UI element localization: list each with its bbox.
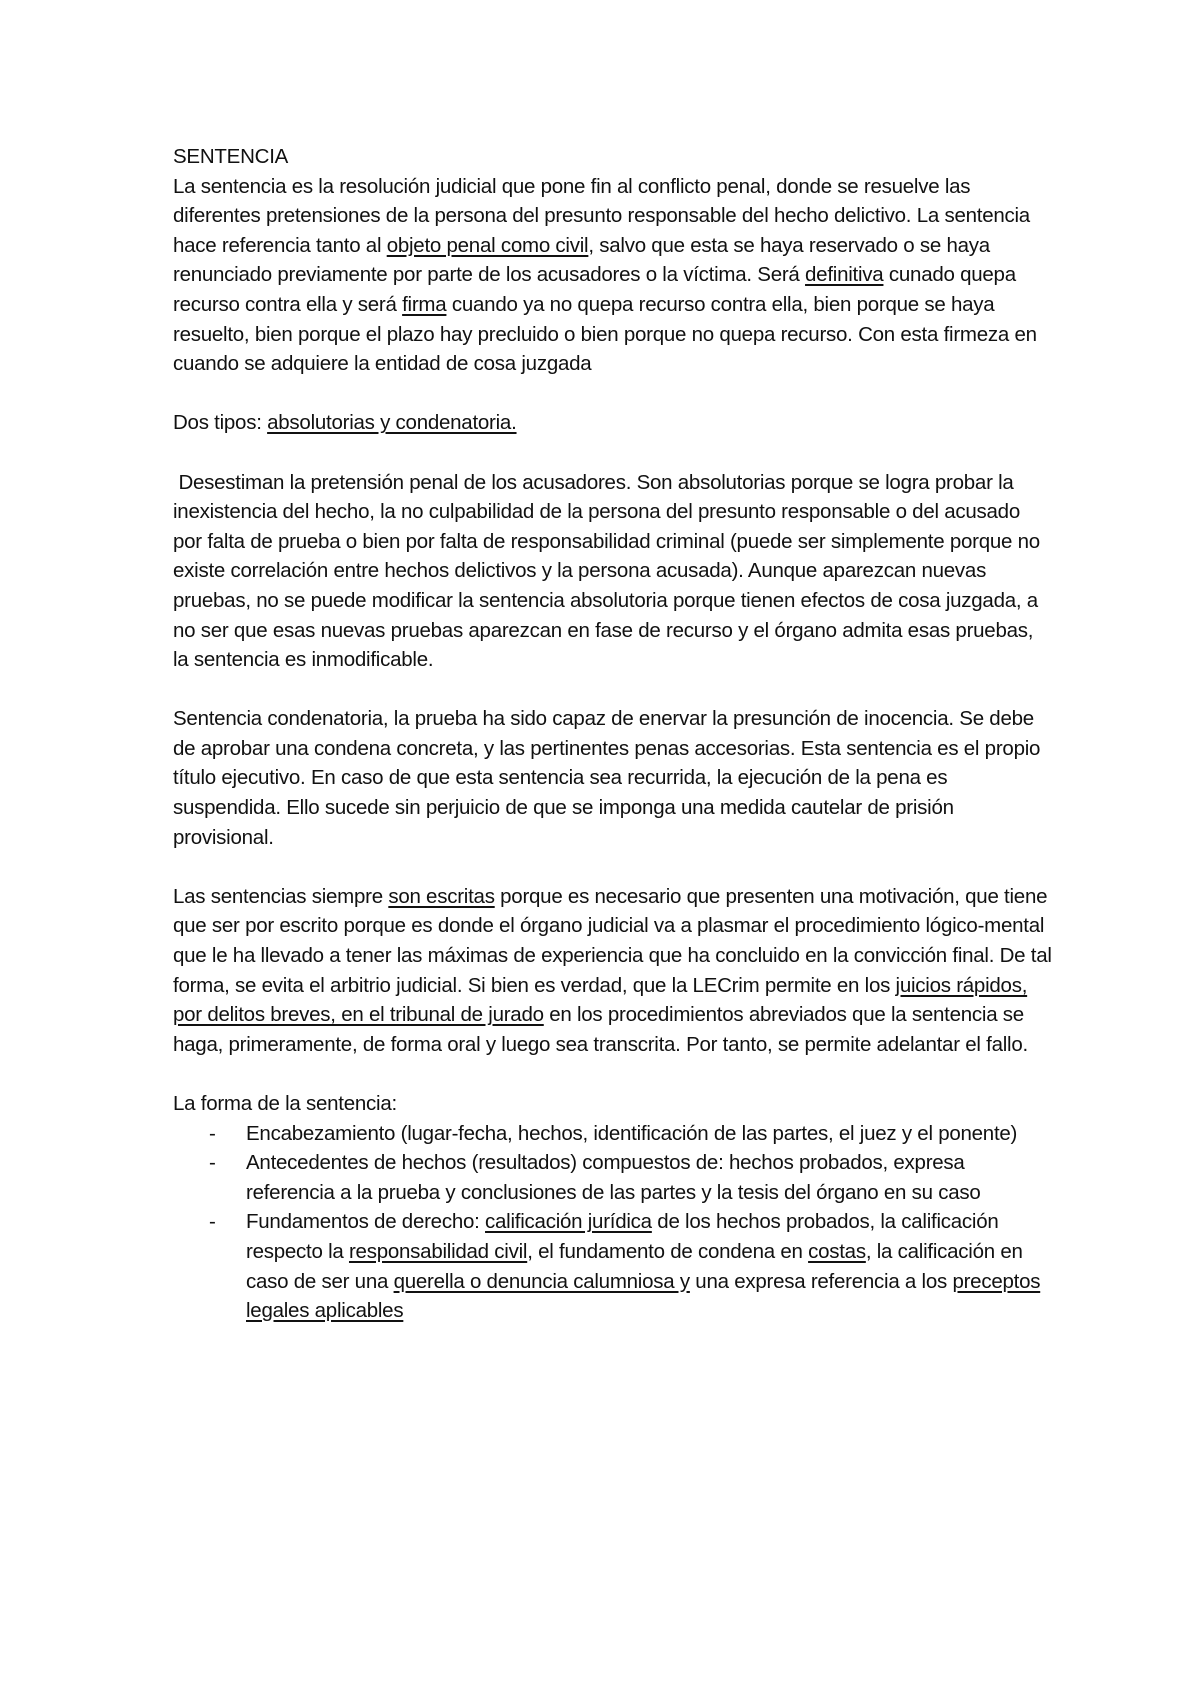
text-run: Fundamentos de derecho: [246,1210,486,1234]
text-run: cuando ya no quepa recurso contra ella, bien porque se haya resuelto, bien porque el plazo hay precluido o bien porque no quepa recurso. Con esta firmeza en cuando se adquiere la entidad de cosa juzgada [173,292,1037,376]
forma-list [173,1119,1053,1326]
text-run: , la calificación en caso de ser una [246,1239,1023,1293]
paragraph-tipos [173,408,1053,438]
underlined-firma: firma [402,292,447,316]
text-run: porque es necesario que presenten una motivación, que tiene que ser por escrito porque es donde el órgano judicial va a plasmar el procedimiento lógico-mental que le ha llevado a tener las máximas de experiencia que ha concluido en la convicción final. De tal forma, se evita el arbitrio judicial. Si bien es verdad, que la LECrim permite en los [173,884,1052,997]
underlined-objeto-penal: objeto penal como civil [386,233,589,257]
text-run: Las sentencias siempre [173,884,389,908]
underlined-tipos: absolutorias y condenatoria. [267,411,517,435]
list-dash: - [209,1210,216,1234]
list-item-antecedentes [173,1148,1053,1207]
underlined-costas: costas [808,1239,866,1263]
text-run: cunado quepa recurso contra ella y será [173,263,1016,316]
underlined-responsabilidad-civil: responsabilidad civil [348,1239,528,1263]
blank-line [173,852,1053,882]
list-item-text [246,1210,1040,1322]
text-run: , el fundamento de condena en [527,1239,809,1263]
text-run: una expresa referencia a los [689,1269,953,1293]
paragraph-escritas [173,882,1053,1060]
list-item-text: Antecedentes de hechos (resultados) compuestos de: hechos probados, expresa referencia a la prueba y conclusiones de las partes y la tesis del órgano en su caso [246,1151,981,1204]
text-run: en los procedimientos abreviados que la sentencia se haga, primeramente, de forma oral y luego sea transcrita. Por tanto, se permite adelantar el fallo. [173,1003,1028,1056]
list-dash: - [209,1121,216,1145]
blank-line [173,438,1053,468]
text-run: de los hechos probados, la calificación respecto la [246,1210,999,1263]
document-body [173,142,1053,1326]
list-item-encabezamiento [173,1119,1053,1149]
blank-line [173,379,1053,409]
paragraph-definicion [173,172,1053,379]
paragraph-condenatoria: Sentencia condenatoria, la prueba ha sido capaz de enervar la presunción de inocencia. Se debe de aprobar una condena concreta, y las pertinentes penas accesorias. Esta sentencia es el propio título ejecutivo. En caso de que esta sentencia sea recurrida, la ejecución de la pena es suspendida. Ello sucede sin perjuicio de que se imponga una medida cautelar de prisión provisional. [173,707,1041,849]
underlined-definitiva: definitiva [805,263,884,287]
underlined-juicios-rapidos: juicios rápidos, por delitos breves, en el tribunal de jurado [173,973,1028,1027]
document-title: SENTENCIA [173,145,289,168]
blank-line [173,675,1053,705]
underlined-son-escritas: son escritas [388,884,495,908]
list-item-fundamentos [173,1207,1053,1325]
tipos-label: Dos tipos: [173,411,268,435]
list-item-text: Encabezamiento (lugar-fecha, hechos, identificación de las partes, el juez y el ponente) [246,1121,1018,1145]
underlined-preceptos: preceptos legales aplicables [246,1269,1041,1323]
text-run: La sentencia es la resolución judicial que pone fin al conflicto penal, donde se resuelve las diferentes pretensiones de la persona del presunto responsable del hecho delictivo. La sentencia hace referencia tanto al [173,174,1030,257]
list-dash: - [209,1151,216,1175]
underlined-calificacion-juridica: calificación jurídica [485,1210,652,1234]
paragraph-absolutoria: Desestiman la pretensión penal de los acusadores. Son absolutorias porque se logra probar la inexistencia del hecho, la no culpabilidad de la persona del presunto responsable o del acusado por falta de prueba o bien por falta de responsabilidad criminal (puede ser simplemente porque no existe correlación entre hechos delictivos y la persona acusada). Aunque aparezcan nuevas pruebas, no se puede modificar la sentencia absolutoria porque tienen efectos de cosa juzgada, a no ser que esas nuevas pruebas aparezcan en fase de recurso y el órgano admita esas pruebas, la sentencia es inmodificable. [173,470,1046,672]
text-run: , salvo que esta se haya reservado o se haya renunciado previamente por parte de los acusadores o la víctima. Será [173,233,990,287]
forma-heading: La forma de la sentencia: [173,1092,397,1115]
underlined-querella: querella o denuncia calumniosa y [393,1269,690,1293]
blank-line [173,1059,1053,1089]
